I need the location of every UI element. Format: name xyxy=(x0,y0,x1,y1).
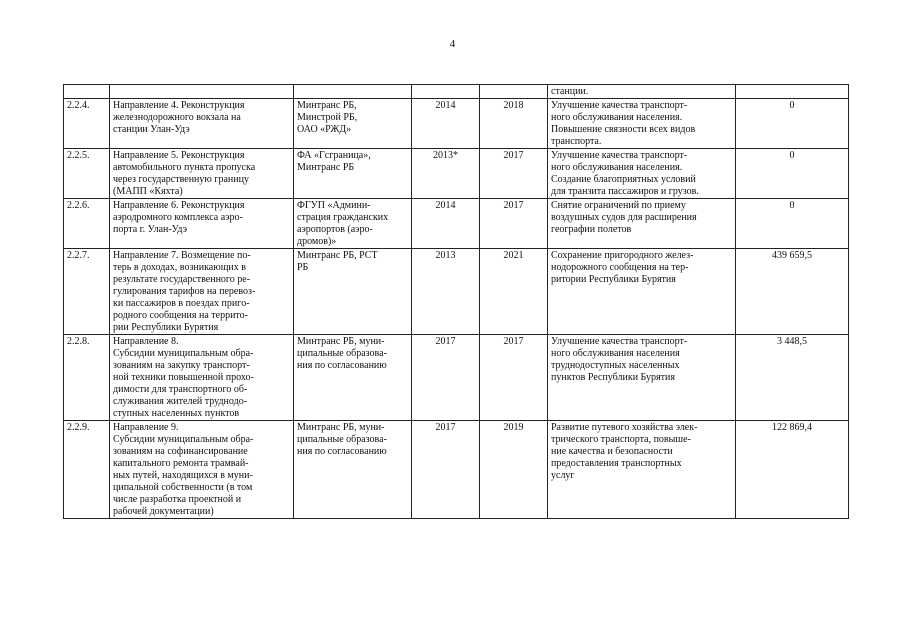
cell-amount xyxy=(736,85,849,99)
cell-start-year: 2017 xyxy=(412,421,480,519)
cell-start-year: 2013 xyxy=(412,249,480,335)
cell-end-year xyxy=(480,85,548,99)
cell-amount: 0 xyxy=(736,99,849,149)
table-row xyxy=(64,149,849,199)
cell-result: станции. xyxy=(548,85,736,99)
cell-num: 2.2.9. xyxy=(64,421,110,519)
cell-result: Улучшение качества транспорт- ного обслуживания населения. Повышение связности всех видов транспорта. xyxy=(548,99,736,149)
table-row xyxy=(64,335,849,421)
cell-result: Улучшение качества транспорт- ного обслуживания населения труднодоступных населенных пунктов Республики Бурятия xyxy=(548,335,736,421)
cell-amount: 0 xyxy=(736,149,849,199)
cell-result: Снятие ограничений по приему воздушных судов для расширения географии полетов xyxy=(548,199,736,249)
cell-end-year: 2019 xyxy=(480,421,548,519)
cell-num: 2.2.8. xyxy=(64,335,110,421)
cell-direction: Направление 8. Субсидии муниципальным обра- зованиям на закупку транспорт- ной техники повышенной прохо- димости для транспортного об- служивания жителей труднодо- ступных населенных пунктов xyxy=(110,335,294,421)
cell-direction: Направление 5. Реконструкция автомобильного пункта пропуска через государственную границу (МАПП «Кяхта) xyxy=(110,149,294,199)
cell-direction: Направление 9. Субсидии муниципальным обра- зованиям на софинансирование капитального ремонта трамвай- ных путей, находящихся в муни- ципальной собственности (в том числе разработка проектной и рабочей документации) xyxy=(110,421,294,519)
cell-executors: ФГУП «Админи- страция гражданских аэропортов (аэро- дромов)» xyxy=(294,199,412,249)
table-row xyxy=(64,99,849,149)
cell-executors: ФА «Гсграница», Минтранс РБ xyxy=(294,149,412,199)
table-row-continuation xyxy=(64,85,849,99)
page-number: 4 xyxy=(449,38,456,50)
cell-amount: 0 xyxy=(736,199,849,249)
cell-executors: Минтранс РБ, муни- ципальные образова- ния по согласованию xyxy=(294,335,412,421)
cell-end-year: 2017 xyxy=(480,335,548,421)
table-row xyxy=(64,249,849,335)
cell-end-year: 2021 xyxy=(480,249,548,335)
cell-start-year xyxy=(412,85,480,99)
cell-result: Развитие путевого хозяйства элек- трического транспорта, повыше- ние качества и безопасности предоставления транспортных услуг xyxy=(548,421,736,519)
cell-direction: Направление 4. Реконструкция железнодорожного вокзала на станции Улан-Удэ xyxy=(110,99,294,149)
cell-end-year: 2018 xyxy=(480,99,548,149)
cell-start-year: 2013* xyxy=(412,149,480,199)
cell-num: 2.2.5. xyxy=(64,149,110,199)
cell-num: 2.2.4. xyxy=(64,99,110,149)
cell-amount: 439 659,5 xyxy=(736,249,849,335)
cell-end-year: 2017 xyxy=(480,199,548,249)
cell-executors xyxy=(294,85,412,99)
cell-amount: 122 869,4 xyxy=(736,421,849,519)
cell-result: Улучшение качества транспорт- ного обслуживания населения. Создание благоприятных условий для транзита пассажиров и грузов. xyxy=(548,149,736,199)
table-row xyxy=(64,199,849,249)
cell-num: 2.2.6. xyxy=(64,199,110,249)
cell-end-year: 2017 xyxy=(480,149,548,199)
cell-num: 2.2.7. xyxy=(64,249,110,335)
cell-direction xyxy=(110,85,294,99)
cell-direction: Направление 7. Возмещение по- терь в доходах, возникающих в результате государственного ре- гулирования тарифов на перевоз- ки пассажиров в поездах пригo- родного сообщения на террито- рии Республики Бурятия xyxy=(110,249,294,335)
cell-executors: Минтранс РБ, РСТ РБ xyxy=(294,249,412,335)
cell-executors: Минтранс РБ, муни- ципальные образова- ния по согласованию xyxy=(294,421,412,519)
program-table xyxy=(63,84,849,519)
cell-start-year: 2014 xyxy=(412,99,480,149)
cell-direction: Направление 6. Реконструкция аэродромного комплекса аэро- порта г. Улан-Удэ xyxy=(110,199,294,249)
cell-num xyxy=(64,85,110,99)
table-row xyxy=(64,421,849,519)
cell-result: Сохранение пригородного желез- нодорожного сообщения на тер- ритории Республики Бурятия xyxy=(548,249,736,335)
cell-start-year: 2014 xyxy=(412,199,480,249)
cell-executors: Минтранс РБ, Минстрой РБ, ОАО «РЖД» xyxy=(294,99,412,149)
cell-amount: 3 448,5 xyxy=(736,335,849,421)
cell-start-year: 2017 xyxy=(412,335,480,421)
